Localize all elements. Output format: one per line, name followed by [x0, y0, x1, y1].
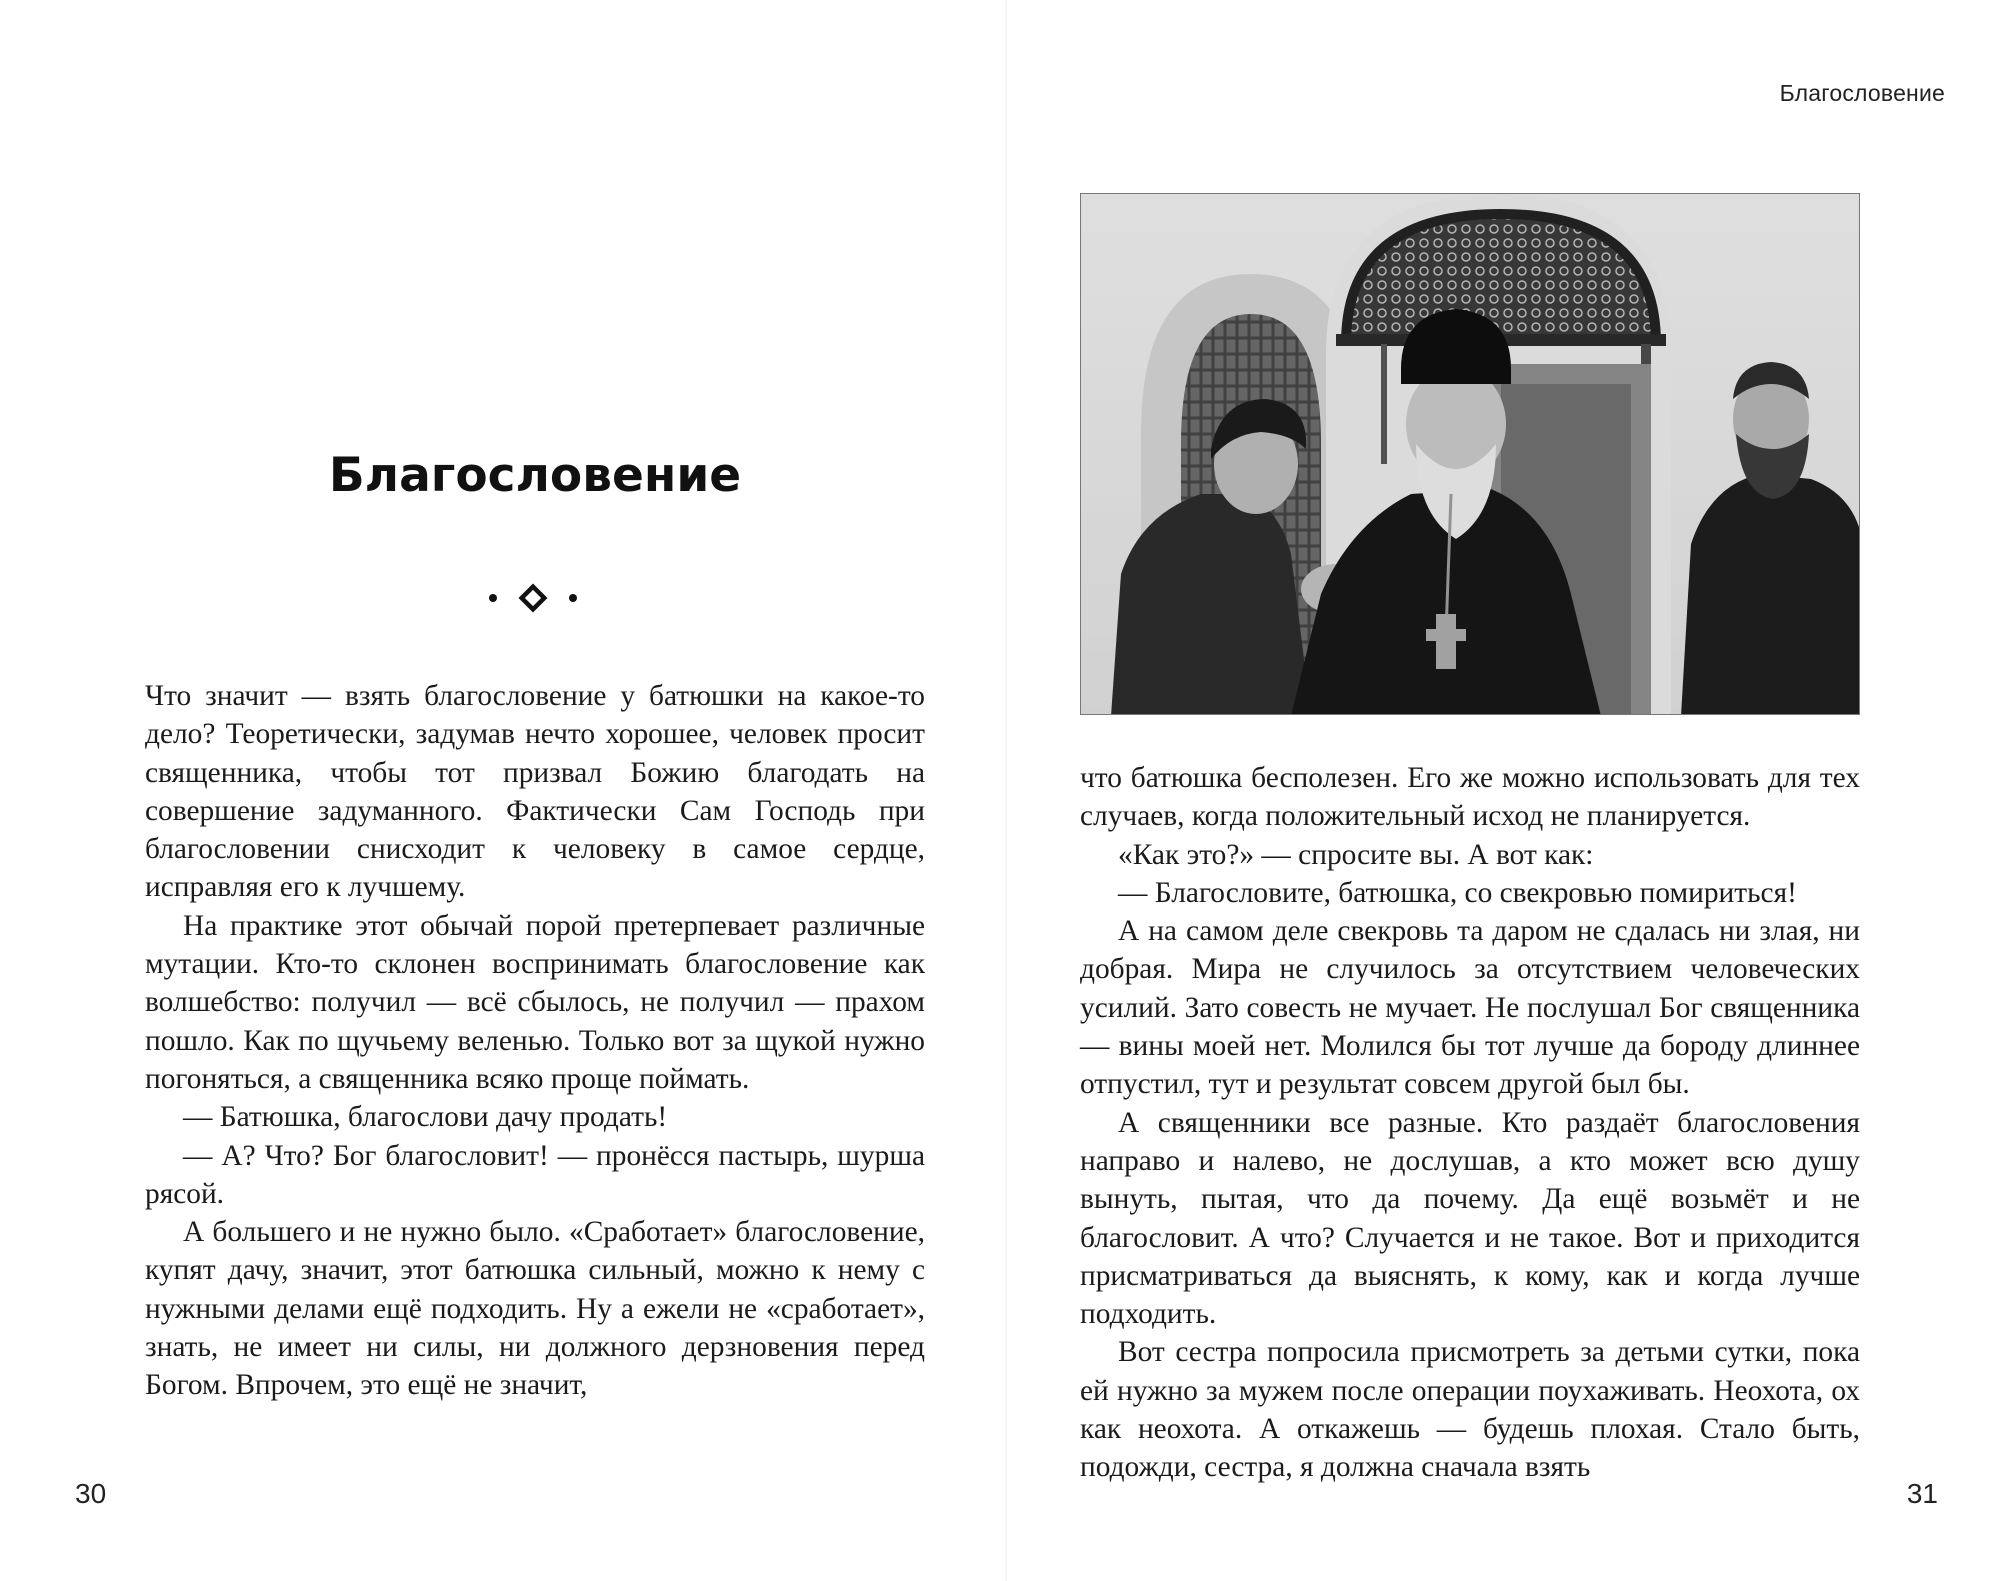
paragraph: Вот сестра попросила присмотреть за детьми сутки, пока ей нужно за мужем после операции поухаживать. Неохота, ох как неохота. А откажешь — будешь плохая. Стало быть, подожди, сестра, я должна сначала взять	[1080, 1336, 1860, 1484]
running-head: Благословение	[1779, 80, 1945, 106]
dialogue-line: — Благословите, батюшка, со свекровью помириться!	[1118, 876, 1797, 909]
left-page-body	[145, 677, 925, 1405]
paragraph: На практике этот обычай порой претерпевает различные мутации. Кто-то склонен воспринимать благословение как волшебство: получил — всё сбылось, не получил — прахом пошло. Как по щучьему веленью. Только вот за щукой нужно погоняться, а священника всяко проще поймать.	[145, 909, 925, 1095]
photograph-blessing	[1080, 193, 1860, 715]
dialogue-line: «Как это?» — спросите вы. А вот как:	[1118, 838, 1594, 871]
page-number-right: 31	[1906, 1478, 1938, 1509]
dot-diamond-dot-ornament-icon	[488, 583, 578, 613]
paragraph: А священники все разные. Кто раздаёт благословения направо и налево, не дослушав, а кто может всю душу вынуть, пытая, что да почему. Да ещё возьмёт и не благословит. А что? Случается и не такое. Вот и приходится присматриваться да выяснять, к кому, как и когда лучше подходить.	[1080, 1106, 1860, 1331]
right-page-body	[1080, 759, 1860, 1487]
chapter-title: Благословение	[328, 448, 742, 503]
dialogue-line: — Батюшка, благослови дачу продать!	[183, 1101, 668, 1134]
paragraph: что батюшка бесполезен. Его же можно использовать для тех случаев, когда положительный исход не планируется.	[1080, 762, 1860, 833]
dialogue-line: — А? Что? Бог благословит! — пронёсся пастырь, шурша рясой.	[145, 1139, 925, 1210]
right-page	[1000, 0, 2000, 1581]
paragraph: Что значит — взять благословение у батюшки на какое-то дело? Теоретически, задумав нечто хорошее, человек просит священника, чтобы тот призвал Божию благодать на совершение задуманного. Фактически Сам Господь при благословении снисходит к человеку в самое сердце, исправляя его к лучшему.	[145, 680, 925, 904]
page-number-left: 30	[75, 1478, 107, 1509]
paragraph: А большего и не нужно было. «Сработает» благословение, купят дачу, значит, этот батюшка сильный, можно к нему с нужными делами ещё подходить. Ну а ежели не «сработает», знать, не имеет ни силы, ни должного дерзновения перед Богом. Впрочем, это ещё не значит,	[145, 1216, 925, 1402]
paragraph: А на самом деле свекровь та даром не сдалась ни злая, ни добрая. Мира не случилось за отсутствием человеческих усилий. Зато совесть не мучает. Не послушал Бог священника — вины моей нет. Молился бы тот лучше да бороду длиннее отпустил, тут и результат совсем другой был бы.	[1080, 915, 1860, 1101]
